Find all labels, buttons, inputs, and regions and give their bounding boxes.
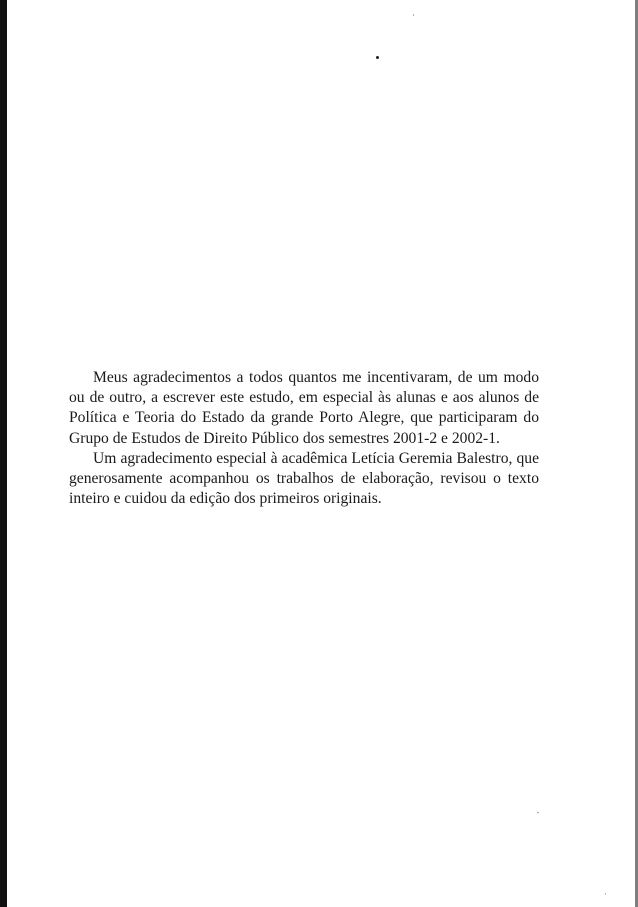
scan-speck <box>413 14 414 16</box>
scan-speck <box>605 893 606 895</box>
scan-speck <box>537 811 539 813</box>
scan-speck <box>376 56 379 59</box>
acknowledgements-text <box>69 368 539 509</box>
scan-edge-left <box>0 0 7 907</box>
acknowledgement-paragraph: Meus agradecimentos a todos quantos me incentivaram, de um modo ou de outro, a escrever este estudo, em especial às alunas e aos alunos de Política e Teoria do Estado da grande Porto Alegre, que participaram do Grupo de Estudos de Direito Público dos semestres 2001-2 e 2002-1. <box>69 369 539 447</box>
acknowledgement-paragraph: Um agradecimento especial à acadêmica Letícia Geremia Balestro, que generosamente acompanhou os trabalhos de elaboração, revisou o texto inteiro e cuidou da edição dos primeiros originais. <box>69 449 539 508</box>
